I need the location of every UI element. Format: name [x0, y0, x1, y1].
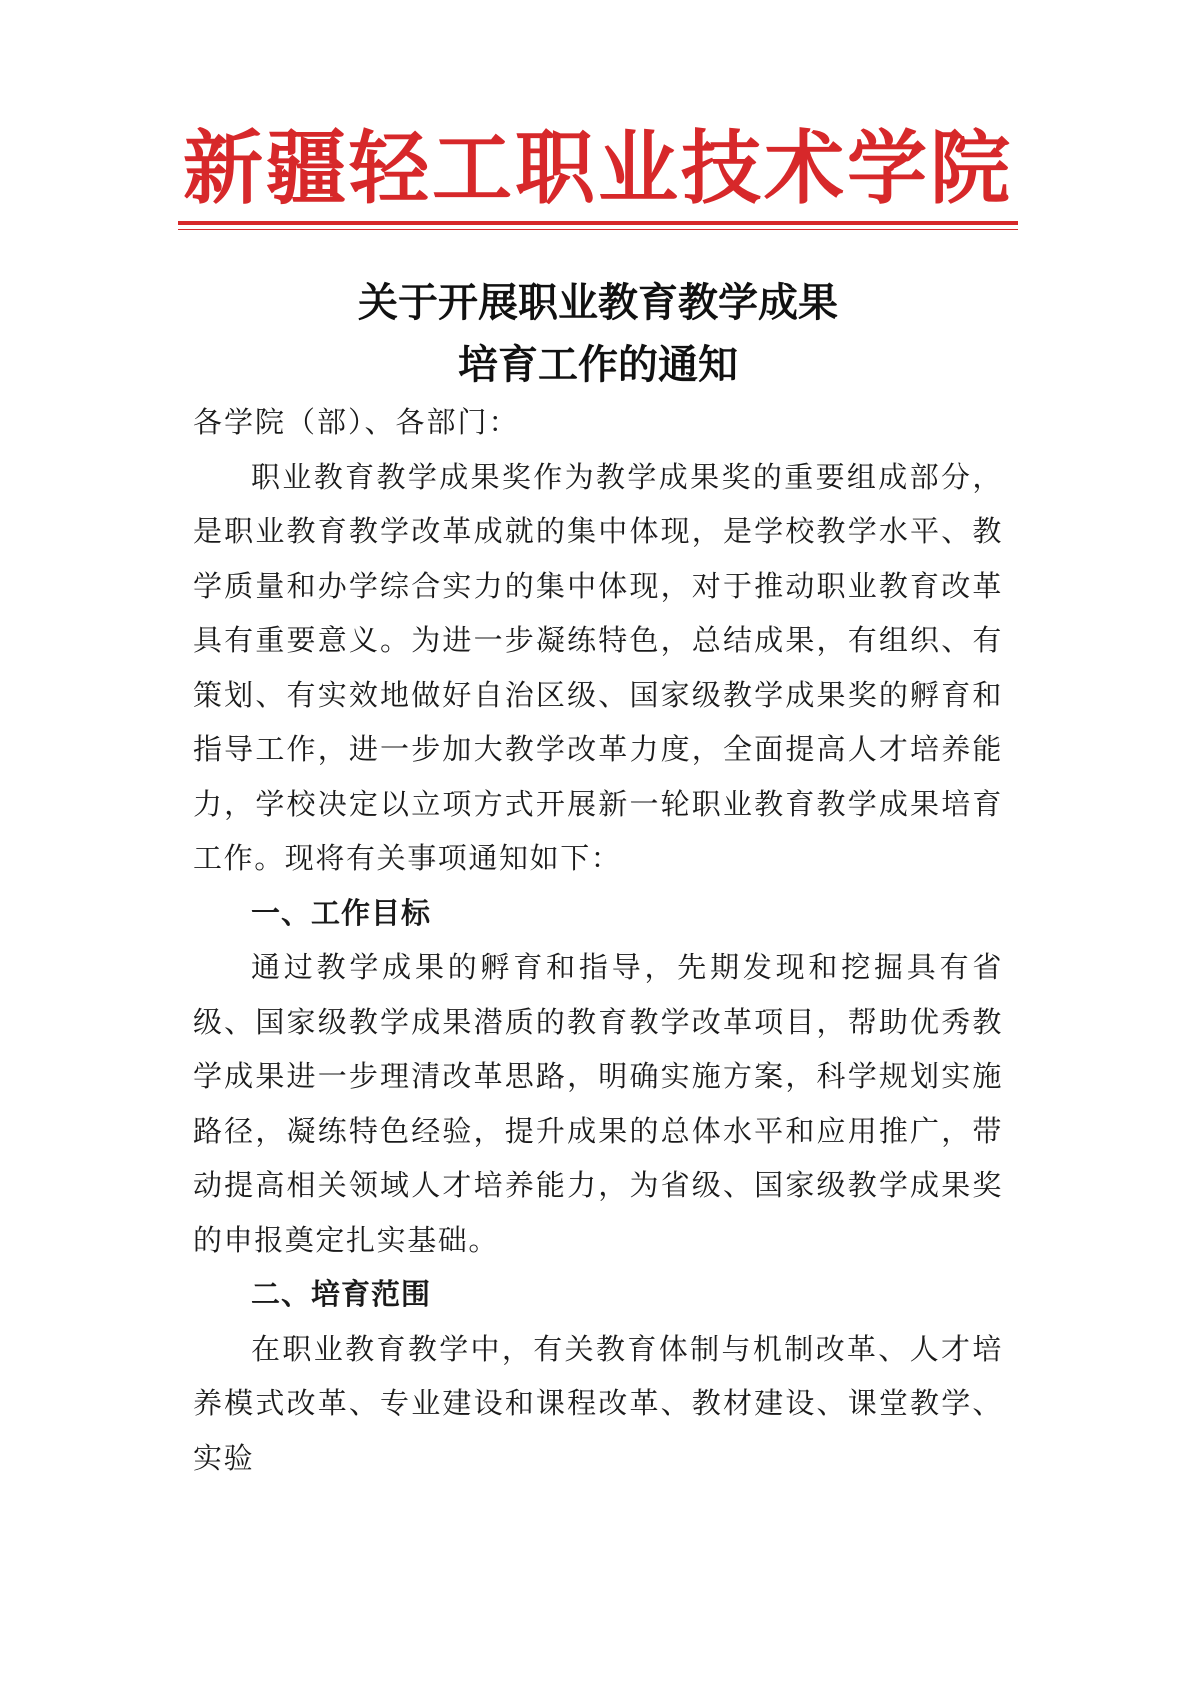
letterhead-red-rule [178, 221, 1018, 225]
document-title-line-2: 培育工作的通知 [458, 341, 738, 388]
section-paragraph-goals: 通过教学成果的孵育和指导，先期发现和挖掘具有省级、国家级教学成果潜质的教育教学改革项目，帮助优秀教学成果进一步理清改革思路，明确实施方案，科学规划实施路径，凝练特色经验，提升成果的总体水平和应用推广，带动提高相关领域人才培养能力，为省级、国家级教学成果奖的申报奠定扎实基础。 [193, 950, 1003, 1257]
salutation: 各学院（部）、各部门： [193, 405, 520, 439]
document-body [193, 395, 1003, 1485]
document-title-line-1: 关于开展职业教育教学成果 [358, 279, 838, 326]
letterhead-red-rule-thin [178, 229, 1018, 230]
section-heading-scope: 二、培育范围 [251, 1277, 432, 1311]
intro-paragraph: 职业教育教学成果奖作为教学成果奖的重要组成部分，是职业教育教学改革成就的集中体现，是学校教学水平、教学质量和办学综合实力的集中体现，对于推动职业教育改革具有重要意义。为进一步凝练特色，总结成果，有组织、有策划、有实效地做好自治区级、国家级教学成果奖的孵育和指导工作，进一步加大教学改革力度，全面提高人才培养能力，学校决定以立项方式开展新一轮职业教育教学成果培育工作。现将有关事项通知如下： [193, 459, 1003, 875]
section-paragraph-scope: 在职业教育教学中，有关教育体制与机制改革、人才培养模式改革、专业建设和课程改革、教材建设、课堂教学、实验 [193, 1331, 1003, 1475]
letterhead-institution-name: 新疆轻工职业技术学院 [183, 121, 1013, 215]
section-heading-goals: 一、工作目标 [251, 895, 432, 930]
